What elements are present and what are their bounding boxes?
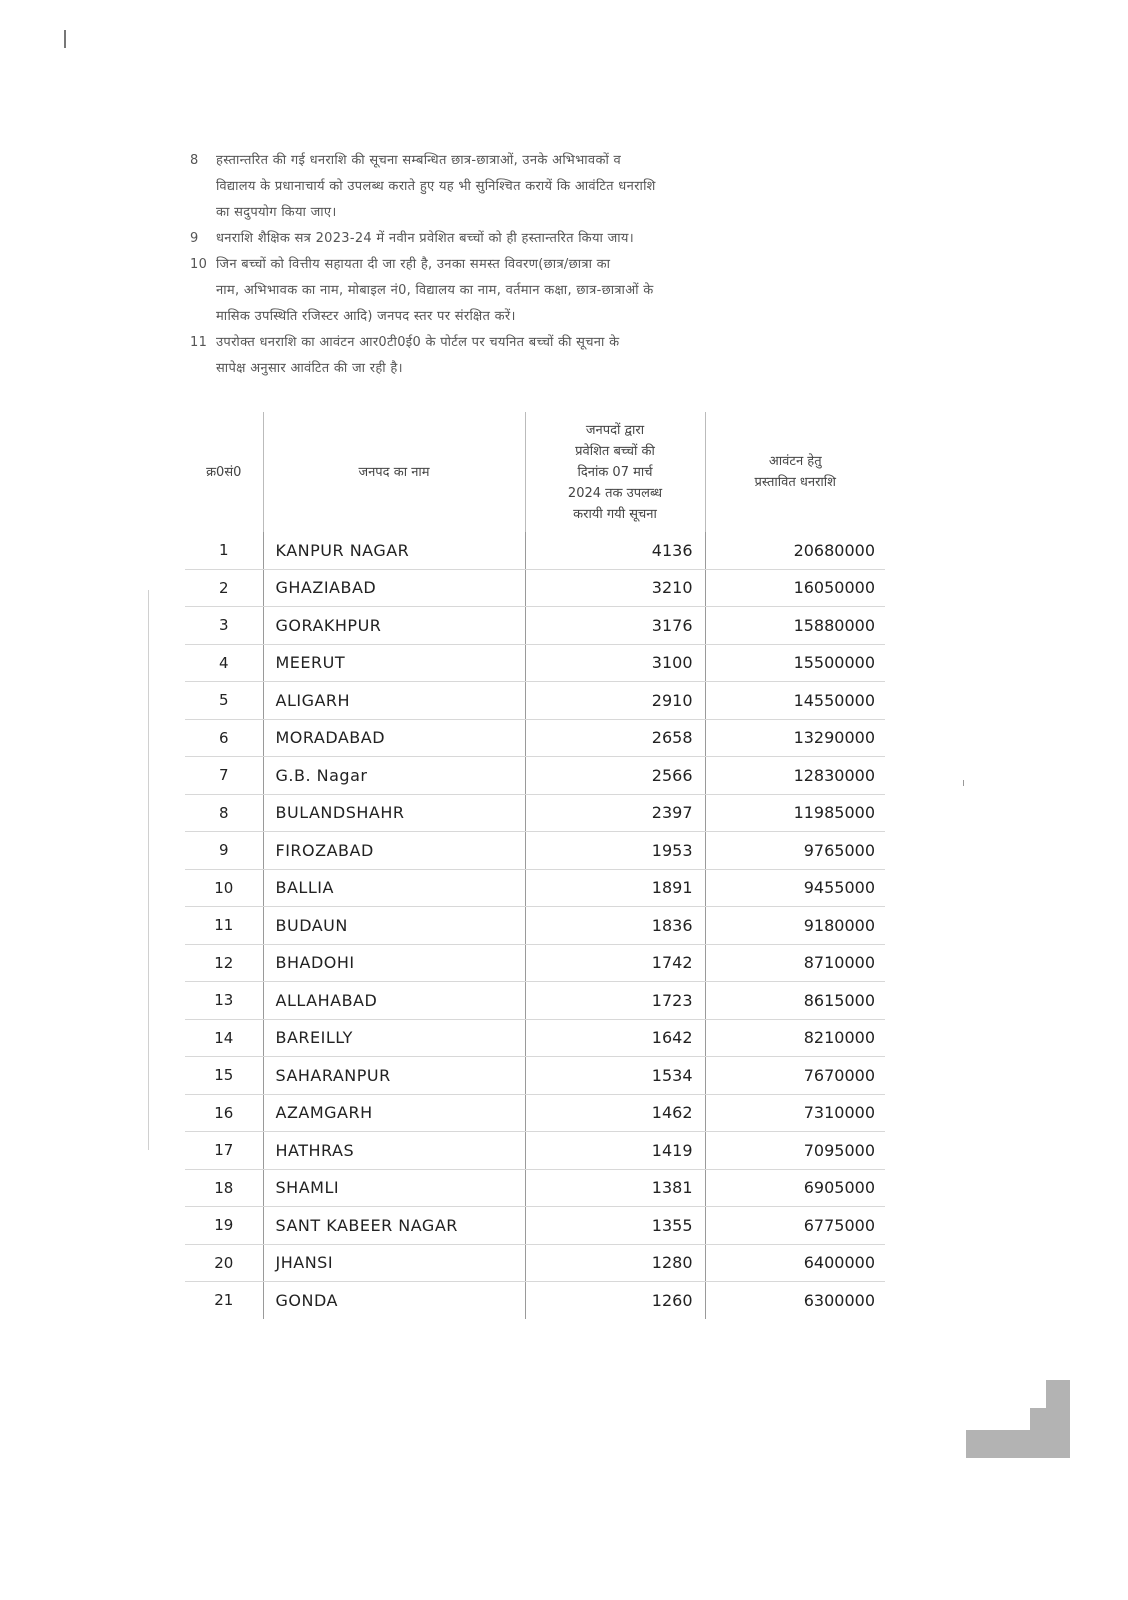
row-district: BHADOHI — [263, 944, 525, 982]
table-row — [185, 1244, 885, 1282]
row-amount: 9180000 — [705, 907, 885, 945]
row-district: BULANDSHAHR — [263, 794, 525, 832]
row-children-count: 3210 — [525, 569, 705, 607]
row-sno: 1 — [185, 532, 263, 569]
row-sno: 17 — [185, 1132, 263, 1170]
row-amount: 20680000 — [705, 532, 885, 569]
para-text: विद्यालय के प्रधानाचार्य को उपलब्ध कराते हुए यह भी सुनिश्चित करायें कि आवंटित धनराशि — [216, 179, 656, 194]
page-corner-mark — [64, 30, 66, 48]
table-row — [185, 757, 885, 795]
row-district: HATHRAS — [263, 1132, 525, 1170]
row-sno: 14 — [185, 1019, 263, 1057]
header-line: जनपदों द्वारा — [585, 422, 645, 438]
scan-margin-line — [148, 590, 149, 1150]
table-row — [185, 1057, 885, 1095]
row-children-count: 2397 — [525, 794, 705, 832]
row-sno: 7 — [185, 757, 263, 795]
table-row — [185, 682, 885, 720]
row-children-count: 1381 — [525, 1169, 705, 1207]
row-children-count: 1836 — [525, 907, 705, 945]
table-row — [185, 644, 885, 682]
row-sno: 8 — [185, 794, 263, 832]
header-children — [525, 412, 705, 532]
para-line — [190, 356, 950, 382]
row-children-count: 3176 — [525, 607, 705, 645]
row-amount: 14550000 — [705, 682, 885, 720]
row-children-count: 1742 — [525, 944, 705, 982]
header-amount — [705, 412, 885, 532]
row-district: GONDA — [263, 1282, 525, 1319]
table-row — [185, 982, 885, 1020]
table-row — [185, 1132, 885, 1170]
table-row — [185, 1282, 885, 1319]
row-sno: 10 — [185, 869, 263, 907]
para-line — [190, 304, 950, 330]
header-line: प्रवेशित बच्चों की — [575, 443, 655, 459]
instruction-paragraphs — [190, 148, 950, 382]
table-body — [185, 532, 885, 1319]
row-children-count: 1355 — [525, 1207, 705, 1245]
row-sno: 2 — [185, 569, 263, 607]
row-district: ALLAHABAD — [263, 982, 525, 1020]
row-children-count: 1534 — [525, 1057, 705, 1095]
para-text: का सदुपयोग किया जाए। — [216, 205, 337, 220]
row-district: FIROZABAD — [263, 832, 525, 870]
row-amount: 7670000 — [705, 1057, 885, 1095]
header-line: आवंटन हेतु — [768, 454, 822, 469]
table-row — [185, 869, 885, 907]
row-amount: 6300000 — [705, 1282, 885, 1319]
header-line: 2024 तक उपलब्ध — [567, 485, 663, 501]
table-row — [185, 607, 885, 645]
para-text: हस्तान्तरित की गई धनराशि की सूचना सम्बन्धित छात्र-छात्राओं, उनके अभिभावकों व — [216, 153, 622, 168]
para-text: मासिक उपस्थिति रजिस्टर आदि) जनपद स्तर पर संरक्षित करें। — [216, 309, 516, 324]
row-district: GORAKHPUR — [263, 607, 525, 645]
row-district: ALIGARH — [263, 682, 525, 720]
row-sno: 5 — [185, 682, 263, 720]
row-sno: 20 — [185, 1244, 263, 1282]
row-sno: 19 — [185, 1207, 263, 1245]
para-number: 9 — [190, 231, 199, 246]
table-row — [185, 719, 885, 757]
row-district: JHANSI — [263, 1244, 525, 1282]
row-amount: 8210000 — [705, 1019, 885, 1057]
row-children-count: 1723 — [525, 982, 705, 1020]
header-line: प्रस्तावित धनराशि — [754, 475, 836, 490]
para-line — [190, 148, 950, 174]
row-sno: 18 — [185, 1169, 263, 1207]
table-row — [185, 1019, 885, 1057]
table-row — [185, 794, 885, 832]
table-row — [185, 569, 885, 607]
row-amount: 6400000 — [705, 1244, 885, 1282]
para-line — [190, 278, 950, 304]
para-number: 8 — [190, 153, 199, 168]
row-amount: 11985000 — [705, 794, 885, 832]
para-text: जिन बच्चों को वित्तीय सहायता दी जा रही है, उनका समस्त विवरण(छात्र/छात्रा का — [216, 257, 611, 272]
table-row — [185, 1207, 885, 1245]
row-amount: 15500000 — [705, 644, 885, 682]
header-sno: क्र0सं0 — [206, 464, 242, 480]
row-children-count: 4136 — [525, 532, 705, 569]
row-amount: 8710000 — [705, 944, 885, 982]
row-children-count: 1260 — [525, 1282, 705, 1319]
table-row — [185, 944, 885, 982]
table-row — [185, 907, 885, 945]
row-amount: 7310000 — [705, 1094, 885, 1132]
row-amount: 13290000 — [705, 719, 885, 757]
row-amount: 6905000 — [705, 1169, 885, 1207]
row-district: SHAMLI — [263, 1169, 525, 1207]
table-header-row — [185, 412, 885, 532]
table-row — [185, 832, 885, 870]
para-line — [190, 252, 950, 278]
row-amount: 12830000 — [705, 757, 885, 795]
row-children-count: 1891 — [525, 869, 705, 907]
allocation-table — [185, 412, 885, 1319]
para-text: सापेक्ष अनुसार आवंटित की जा रही है। — [216, 361, 403, 376]
row-children-count: 1642 — [525, 1019, 705, 1057]
row-district: BAREILLY — [263, 1019, 525, 1057]
table-row — [185, 1094, 885, 1132]
para-text: उपरोक्त धनराशि का आवंटन आर0टी0ई0 के पोर्टल पर चयनित बच्चों की सूचना के — [216, 335, 620, 350]
row-district: BUDAUN — [263, 907, 525, 945]
row-children-count: 1419 — [525, 1132, 705, 1170]
row-district: KANPUR NAGAR — [263, 532, 525, 569]
row-district: G.B. Nagar — [263, 757, 525, 795]
row-district: MORADABAD — [263, 719, 525, 757]
row-sno: 9 — [185, 832, 263, 870]
row-children-count: 1280 — [525, 1244, 705, 1282]
row-sno: 13 — [185, 982, 263, 1020]
row-amount: 8615000 — [705, 982, 885, 1020]
header-district: जनपद का नाम — [263, 412, 525, 532]
row-district: SAHARANPUR — [263, 1057, 525, 1095]
row-children-count: 2658 — [525, 719, 705, 757]
row-amount: 7095000 — [705, 1132, 885, 1170]
row-amount: 15880000 — [705, 607, 885, 645]
header-line: दिनांक 07 मार्च — [577, 464, 653, 480]
para-line — [190, 174, 950, 200]
row-district: AZAMGARH — [263, 1094, 525, 1132]
para-line — [190, 200, 950, 226]
row-amount: 9765000 — [705, 832, 885, 870]
table-row — [185, 1169, 885, 1207]
para-text: धनराशि शैक्षिक सत्र 2023-24 में नवीन प्रवेशित बच्चों को ही हस्तान्तरित किया जाय। — [216, 231, 634, 246]
row-sno: 21 — [214, 1291, 234, 1310]
row-children-count: 2910 — [525, 682, 705, 720]
row-sno: 4 — [185, 644, 263, 682]
row-amount: 9455000 — [705, 869, 885, 907]
para-number: 10 — [190, 257, 208, 272]
row-children-count: 3100 — [525, 644, 705, 682]
row-district: GHAZIABAD — [263, 569, 525, 607]
table-row — [185, 532, 885, 569]
scan-stamp-mark — [966, 1380, 1070, 1458]
row-children-count: 1953 — [525, 832, 705, 870]
para-text: नाम, अभिभावक का नाम, मोबाइल नं0, विद्यालय का नाम, वर्तमान कक्षा, छात्र-छात्राओं के — [216, 283, 654, 298]
row-children-count: 1462 — [525, 1094, 705, 1132]
scan-mark — [963, 780, 964, 786]
row-sno: 11 — [185, 907, 263, 945]
row-amount: 6775000 — [705, 1207, 885, 1245]
row-sno: 15 — [185, 1057, 263, 1095]
row-district: BALLIA — [263, 869, 525, 907]
row-sno: 3 — [185, 607, 263, 645]
row-amount: 16050000 — [705, 569, 885, 607]
district-allocation-table — [185, 412, 885, 1319]
para-line — [190, 226, 950, 252]
row-sno: 6 — [185, 719, 263, 757]
row-sno: 16 — [185, 1094, 263, 1132]
row-children-count: 2566 — [525, 757, 705, 795]
para-number: 11 — [190, 335, 208, 350]
row-district: MEERUT — [263, 644, 525, 682]
row-sno: 12 — [185, 944, 263, 982]
row-district: SANT KABEER NAGAR — [263, 1207, 525, 1245]
header-line: करायी गयी सूचना — [573, 506, 657, 522]
para-line — [190, 330, 950, 356]
